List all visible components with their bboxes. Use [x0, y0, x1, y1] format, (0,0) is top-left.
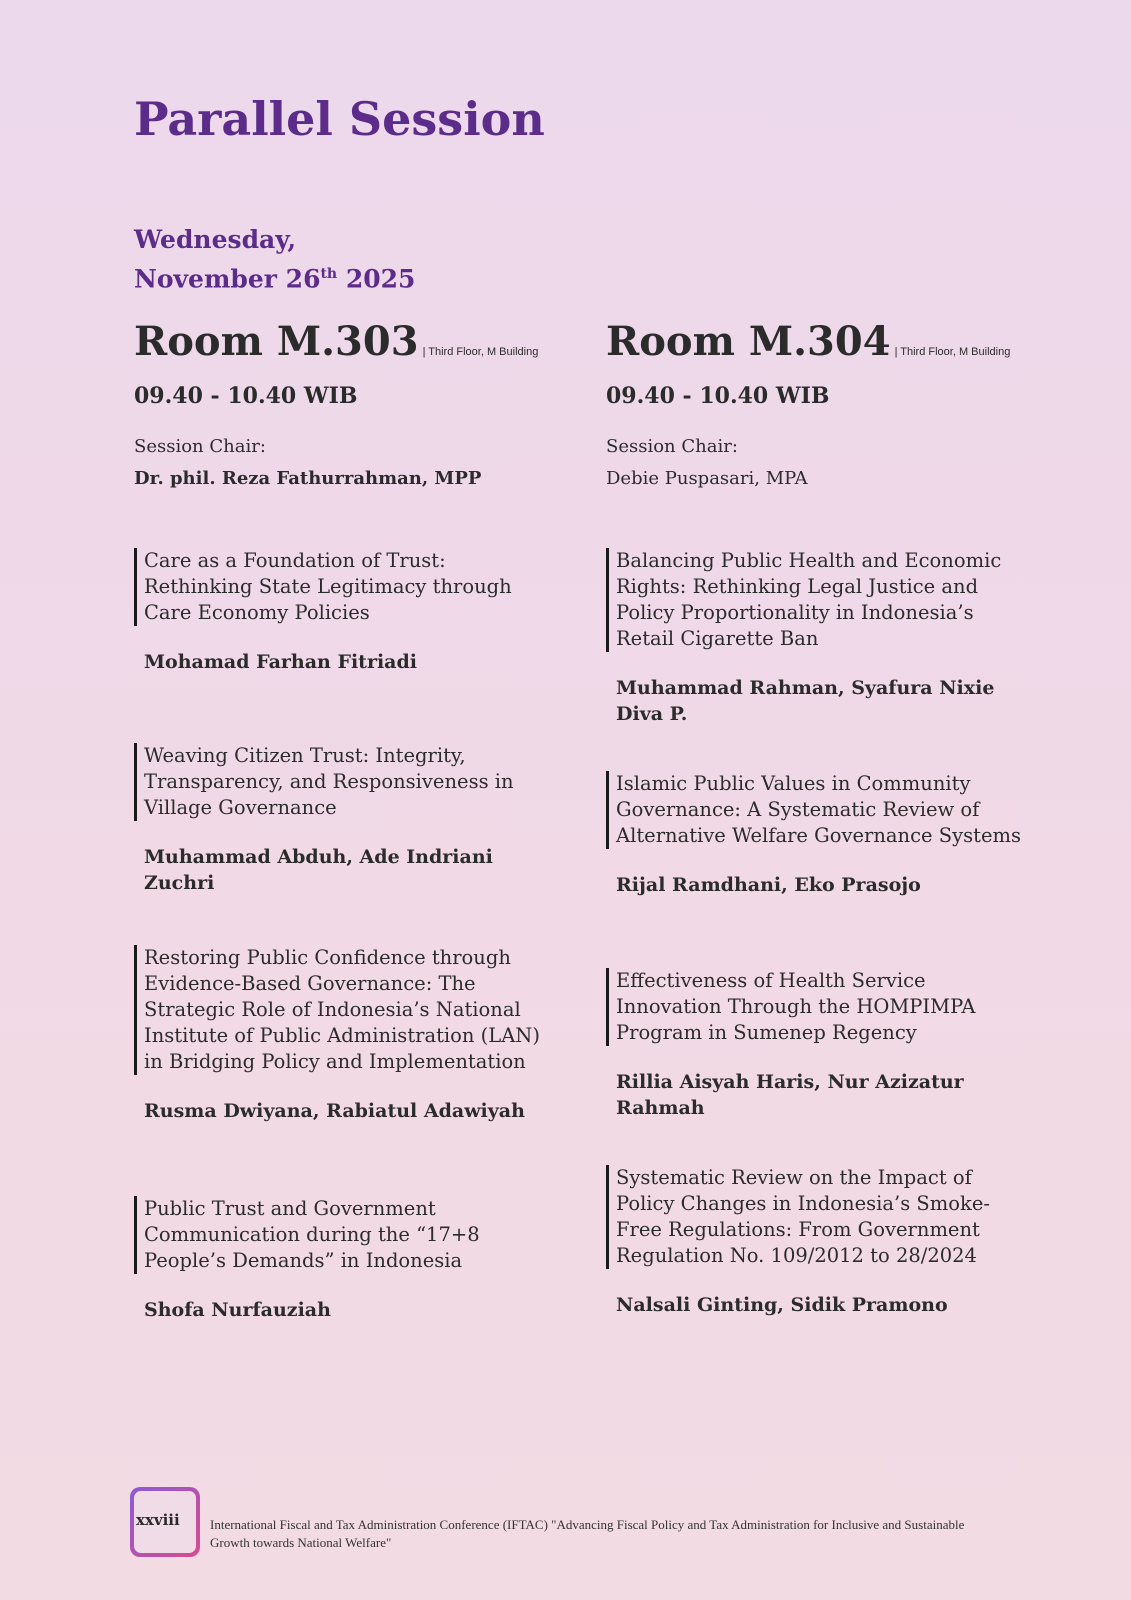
- room-name: Room M.303: [134, 318, 419, 365]
- paper-authors: Rijal Ramdhani, Eko Prasojo: [616, 874, 921, 896]
- paper-item: [134, 945, 554, 1124]
- paper-item: [134, 548, 554, 675]
- paper-title: Systematic Review on the Impact of Policy Changes in Indonesia’s Smoke-Free Regulations: From Government Regulation No. 109/2012 to 28/2024: [606, 1165, 1026, 1269]
- room-heading-m304: [606, 318, 1010, 365]
- footer-conference-text: International Fiscal and Tax Administration Conference (IFTAC) "Advancing Fiscal Policy and Tax Administration for Inclusive and Sustainable Growth towards National Welfare": [210, 1517, 965, 1550]
- room-name: Room M.304: [606, 318, 891, 365]
- date-day: November 26: [134, 264, 321, 294]
- paper-authors: Muhammad Rahman, Syafura Nixie Diva P.: [616, 677, 995, 725]
- paper-item: [606, 1165, 1026, 1318]
- paper-authors: Shofa Nurfauziah: [144, 1299, 331, 1321]
- session-chair-label: Session Chair:: [134, 436, 266, 457]
- date-ordinal: th: [320, 266, 338, 282]
- paper-title: Balancing Public Health and Economic Rights: Rethinking Legal Justice and Policy Proportionality in Indonesia’s Retail Cigarette Ban: [606, 548, 1026, 652]
- paper-title: Public Trust and Government Communication during the “17+8 People’s Demands” in Indonesia: [134, 1196, 554, 1274]
- paper-item: [134, 743, 554, 896]
- room-time: 09.40 - 10.40 WIB: [134, 383, 358, 409]
- session-chair-name: Dr. phil. Reza Fathurrahman, MPP: [134, 468, 482, 489]
- paper-item: [606, 548, 1026, 727]
- paper-authors: Nalsali Ginting, Sidik Pramono: [616, 1294, 948, 1316]
- page-title: Parallel Session: [134, 92, 545, 146]
- paper-title: Effectiveness of Health Service Innovation Through the HOMPIMPA Program in Sumenep Regency: [606, 968, 1026, 1046]
- room-location: | Third Floor, M Building: [422, 346, 539, 358]
- session-full-date: [134, 257, 415, 296]
- paper-title: Restoring Public Confidence through Evidence-Based Governance: The Strategic Role of Indonesia’s National Institute of Public Administration (LAN) in Bridging Policy and Implementation: [134, 945, 554, 1075]
- paper-title: Islamic Public Values in Community Governance: A Systematic Review of Alternative Welfare Governance Systems: [606, 771, 1026, 849]
- room-heading-m303: [134, 318, 538, 365]
- page-number-badge: [130, 1487, 200, 1557]
- session-chair-name: Debie Puspasari, MPA: [606, 468, 808, 489]
- room-time: 09.40 - 10.40 WIB: [606, 383, 830, 409]
- page-number: xxviii: [136, 1511, 180, 1529]
- paper-authors: Muhammad Abduh, Ade Indriani Zuchri: [144, 846, 493, 894]
- room-location: | Third Floor, M Building: [894, 346, 1011, 358]
- paper-authors: Rusma Dwiyana, Rabiatul Adawiyah: [144, 1100, 525, 1122]
- paper-authors: Mohamad Farhan Fitriadi: [144, 651, 417, 673]
- date-year: 2025: [345, 264, 416, 294]
- paper-item: [606, 968, 1026, 1121]
- paper-item: [134, 1196, 554, 1323]
- paper-title: Care as a Foundation of Trust: Rethinking State Legitimacy through Care Economy Policies: [134, 548, 554, 626]
- paper-item: [606, 771, 1026, 898]
- paper-authors: Rillia Aisyah Haris, Nur Azizatur Rahmah: [616, 1071, 964, 1119]
- session-date: [134, 222, 415, 296]
- session-chair-label: Session Chair:: [606, 436, 738, 457]
- paper-title: Weaving Citizen Trust: Integrity, Transparency, and Responsiveness in Village Governance: [134, 743, 554, 821]
- session-weekday: Wednesday,: [134, 225, 297, 254]
